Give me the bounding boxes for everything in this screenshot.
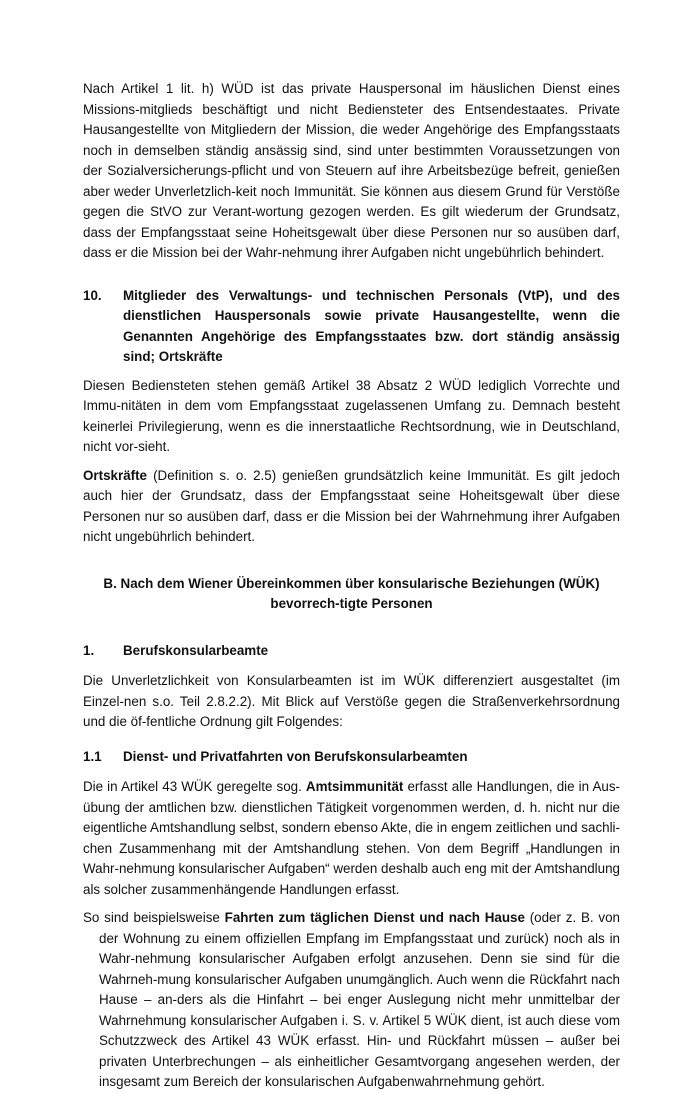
document-page bbox=[83, 79, 620, 1093]
section-title: Mitglieder des Verwaltungs- und technischen Personals (VtP), und des dienstlichen Hauspersonals sowie private Hausangestellte, wenn die Genannten Angehörige des Empfangsstaates bzw. dort ständig ansässig sind; Ortskräfte bbox=[123, 287, 620, 364]
section-number: 1. bbox=[83, 642, 95, 658]
section-heading-1 bbox=[83, 641, 620, 662]
part-heading-b: B. Nach dem Wiener Übereinkommen über konsularische Beziehungen (WÜK) bevorrech-tigte Personen bbox=[103, 575, 600, 611]
paragraph-local-staff: Ortskräfte (Definition s. o. 2.5) genießen grundsätzlich keine Immunität. Es gilt jedoch auch hier der Grundsatz, dass der Empfangsstaat seine Hoheitsgewalt über diese Personen nur so ausüben darf, dass er die Mission bei der Wahrnehmung ihrer Aufgaben nicht ungebührlich behindert. bbox=[83, 467, 620, 544]
paragraph-vtp-privileges: Diesen Bediensteten stehen gemäß Artikel 38 Absatz 2 WÜD lediglich Vorrechte und Immu-nitäten in dem vom Empfangsstaat zugelassenen Umfang zu. Demnach besteht keinerlei Privilegierung, wenn es die innerstaatliche Rechtsordnung, wie in Deutschland, nicht vor-sieht. bbox=[83, 377, 620, 454]
bold-term-amtsimmunitaet: Amtsimmunität bbox=[305, 779, 404, 794]
bold-term-commute: Fahrten zum täglichen Dienst und nach Hause bbox=[224, 910, 525, 925]
section-title: Berufskonsularbeamte bbox=[123, 642, 269, 658]
section-heading-1-1 bbox=[83, 747, 620, 768]
section-heading-10 bbox=[83, 286, 620, 368]
paragraph-consular-inviolability: Die Unverletzlichkeit von Konsularbeamten ist im WÜK differenziert ausgestaltet (im Einzel-nen s.o. Teil 2.8.2.2). Mit Blick auf Verstöße gegen die Straßenverkehrsordnung und die öf-fentliche Ordnung gilt Folgendes: bbox=[83, 673, 620, 729]
paragraph-commute-trips: So sind beispielsweise Fahrten zum täglichen Dienst und nach Hause (oder z. B. von der Wohnung zu einem offiziellen Empfang im Empfangsstaat und zurück) noch als in Wahr-nehmung konsularischer Aufgaben erfolgt anzusehen. Denn sie sind für die Wahrneh-mung konsularischer Aufgaben unumgänglich. Auch wenn die Rückfahrt nach Hause – an-ders als die Hinfahrt – bei enger Auslegung nicht mehr unmittelbar der Wahrnehmung konsularischer Aufgaben i. S. v. Artikel 5 WÜK dient, ist auch diese vom Schutzzweck des Artikel 43 WÜK erfasst. Hin- und Rückfahrt müssen – außer bei privaten Unterbrechungen – als einheitlicher Gesamtvorgang angesehen werden, der insgesamt zum Bereich der konsularischen Aufgabenwahrnehmung gehört. bbox=[83, 910, 620, 1089]
bold-term-ortskraefte: Ortskräfte bbox=[83, 467, 148, 483]
paragraph-household-staff: Nach Artikel 1 lit. h) WÜD ist das private Hauspersonal im häuslichen Dienst eines Missions-mitglieds beschäftigt und nicht Bediensteter des Entsendestaates. Private Hausangestellte von Mitgliedern der Mission, die weder Angehörige des Empfangsstaats noch in demselben ständig ansässig sind, sind unter bestimmten Voraussetzungen von der Sozialversicherungs-pflicht und von Steuern auf ihre Arbeitsbezüge befreit, genießen aber weder Unverletzlich-keit noch Immunität. Sie können aus diesem Grund für Verstöße gegen die StVO zur Verant-wortung gezogen werden. Es gilt wiederum der Grundsatz, dass der Empfangsstaat seine Hoheitsgewalt über diese Personen nur so ausüben darf, dass er die Mission bei der Wahr-nehmung ihrer Aufgaben nicht ungebührlich behindert. bbox=[83, 81, 620, 260]
section-number: 10. bbox=[83, 287, 102, 303]
paragraph-official-immunity: Die in Artikel 43 WÜK geregelte sog. Amtsimmunität erfasst alle Handlungen, die in Aus-übung der amtlichen bzw. dienstlichen Tätigkeit vorgenommen werden, d. h. nicht nur die eigentliche Amtshandlung selbst, sondern ebenso Akte, die in engem zeitlichen und sachli-chen Zusammenhang mit der Amtshandlung stehen. Von dem Begriff „Handlungen in Wahr-nehmung konsularischer Aufgaben“ werden deshalb auch eng mit der Amtshandlung als solcher zusammenhängende Handlungen erfasst. bbox=[83, 779, 620, 897]
section-number: 1.1 bbox=[83, 748, 102, 764]
section-title: Dienst- und Privatfahrten von Berufskonsularbeamten bbox=[123, 748, 468, 764]
